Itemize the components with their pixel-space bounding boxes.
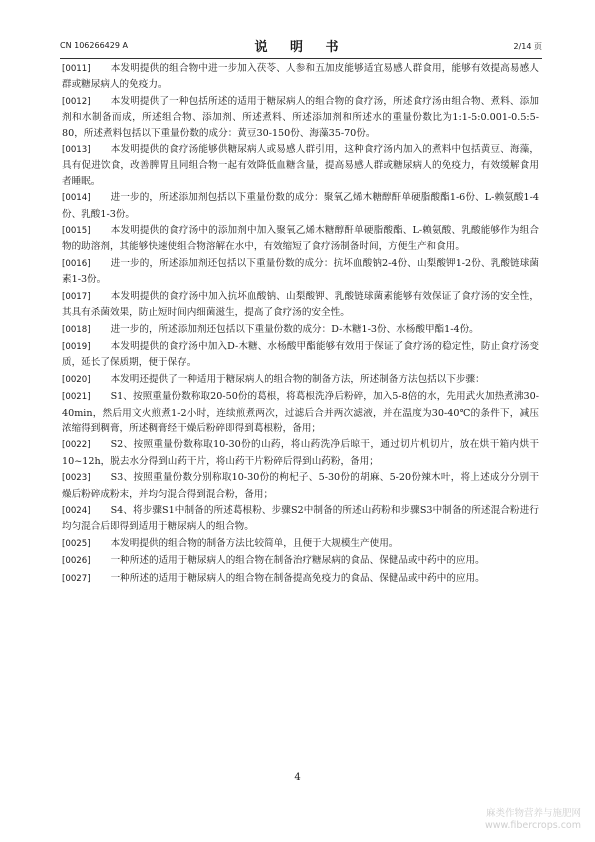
- paragraph-text: 一种所述的适用于糖尿病人的组合物在制备提高免疫力的食品、保健品或中药中的应用。: [110, 572, 485, 584]
- publication-number: CN 106266429 A: [60, 41, 128, 50]
- paragraph-number: [0014]: [62, 193, 91, 204]
- paragraph: [62, 437, 539, 469]
- paragraph: [62, 322, 539, 338]
- paragraph: [62, 61, 539, 93]
- page-info: 2/14 页: [513, 42, 542, 51]
- paragraph: [62, 553, 539, 569]
- paragraph-number: [0016]: [62, 258, 91, 269]
- page-header: [60, 36, 542, 58]
- watermark: [485, 808, 581, 832]
- paragraph-text: 本发明提供的食疗汤中的添加剂中加入聚氧乙烯木糖醇酐单硬脂酸酯、L-赖氨酸、乳酸能够作为组合物的助溶剂，其能够快速使组合物溶解在水中，有效缩短了食疗汤制备时间，方便生产和食用。: [62, 225, 539, 253]
- paragraph-number: [0011]: [62, 64, 91, 74]
- paragraph-text: 进一步的，所述添加剂还包括以下重量份数的成分：D-木糖1-3份、水杨酸甲酯1-4份。: [110, 323, 479, 335]
- paragraph-text: 本发明提供的食疗汤能够供糖尿病人或易感人群引用，这种食疗汤内加入的煮料中包括黄豆、海藻，具有促进饮食，改善脾胃且同组合物一起有效降低血糖含量，提高易感人群或糖尿病人的免疫力，有效缓解食用者睡眠。: [62, 144, 539, 187]
- paragraph: [62, 142, 539, 189]
- paragraph-text: 本发明提供的组合物中进一步加入茯苓、人参和五加皮能够适宜易感人群食用，能够有效提高易感人群或糖尿病人的免疫力。: [62, 63, 539, 91]
- watermark-url: www.fibercrops.com: [484, 820, 581, 831]
- paragraph-number: [0015]: [62, 226, 91, 237]
- paragraph: [62, 372, 539, 388]
- paragraph-text: 本发明提供的组合物的制备方法比较简单，且便于大规模生产使用。: [110, 537, 399, 549]
- document-title: 说 明 书: [254, 40, 348, 55]
- paragraph-number: [0021]: [62, 392, 91, 403]
- paragraph: [62, 223, 539, 255]
- paragraph-text: 本发明还提供了一种适用于糖尿病人的组合物的制备方法，所述制备方法包括以下步骤：: [110, 373, 485, 385]
- paragraph-text: 本发明提供的食疗汤中加入D-木糖、水杨酸甲酯能够有效用于保证了食疗汤的稳定性，防止食疗汤变质，延长了保质期，便于保存。: [62, 340, 539, 369]
- paragraph-number: [0023]: [62, 473, 91, 484]
- paragraph: [62, 470, 539, 502]
- paragraph: [62, 289, 539, 321]
- paragraph-text: S2、按照重量份数称取10-30份的山药，将山药洗净后晾干，通过切片机切片，放在烘干箱内烘干10~12h，脱去水分得到山药干片，将山药干片粉碎后得到山药粉，备用；: [62, 439, 539, 467]
- paragraph-number: [0013]: [62, 145, 91, 156]
- paragraph-number: [0020]: [62, 374, 91, 385]
- paragraph-number: [0017]: [62, 291, 91, 302]
- paragraph-number: [0018]: [62, 324, 91, 335]
- paragraph-text: 一种所述的适用于糖尿病人的组合物在制备治疗糖尿病的食品、保健品或中药中的应用。: [110, 555, 485, 567]
- paragraph-text: 进一步的，所述添加剂包括以下重量份数的成分：聚氧乙烯木糖醇酐单硬脂酸酯1-6份、L-赖氨酸1-4份、乳酸1-3份。: [62, 192, 539, 220]
- paragraph: [62, 389, 539, 436]
- paragraph-text: 进一步的，所述添加剂还包括以下重量份数的成分：抗坏血酸钠2-4份、山梨酸钾1-2份、乳酸链球菌素1-3份。: [62, 257, 539, 286]
- paragraph-number: [0019]: [62, 341, 91, 352]
- paragraph-text: 本发明提供了一种包括所述的适用于糖尿病人的组合物的食疗汤，所述食疗汤由组合物、煮料、添加剂和水制备而成，所述组合物、添加剂、所述煮料、所述添加剂和所述水的重量份数比为1:1-5:0.001-0.5:5-80，所述煮料包括以下重量份数的成分：黄豆30-150份、海藻35-70份。: [62, 95, 539, 139]
- paragraph-number: [0024]: [62, 505, 91, 516]
- paragraph-text: 本发明提供的食疗汤中加入抗坏血酸钠、山梨酸钾、乳酸链球菌素能够有效保证了食疗汤的安全性，其具有杀菌效果，防止短时间内细菌滋生，提高了食疗汤的安全性。: [62, 290, 539, 319]
- header-rule: [60, 58, 542, 59]
- paragraph: [62, 190, 539, 222]
- paragraph-number: [0026]: [62, 556, 91, 567]
- paragraph-text: S1、按照重量份数称取20-50份的葛根，将葛根洗净后粉碎，加入5-8倍的水，先用武火加热煮沸30-40min，然后用文火煎煮1-2小时，连续煎煮两次，过滤后合并两次滤液，并在温度为30-40℃的条件下，减压浓缩得到稠膏，所述稠膏经干燥后粉碎即得到葛根粉，备用；: [62, 391, 539, 434]
- paragraph-number: [0025]: [62, 538, 91, 549]
- page-number: 4: [294, 772, 301, 783]
- paragraph-text: S4、将步骤S1中制备的所述葛根粉、步骤S2中制备的所述山药粉和步骤S3中制备的所述混合粉进行均匀混合后即得到适用于糖尿病人的组合物。: [62, 504, 539, 533]
- paragraph-number: [0022]: [62, 440, 91, 451]
- paragraph: [62, 536, 539, 552]
- paragraph-text: S3、按照重量份数分别称取10-30份的枸杞子、5-30份的胡麻、5-20份辣木叶，将上述成分分别干燥后粉碎成粉末，并均匀混合得到混合粉，备用；: [62, 472, 539, 500]
- paragraph-number: [0027]: [62, 573, 91, 584]
- paragraph: [62, 256, 539, 288]
- watermark-site-name: 麻类作物营养与施肥网: [485, 808, 581, 819]
- document-body: [62, 61, 539, 588]
- paragraph: [62, 94, 539, 141]
- paragraph: [62, 339, 539, 371]
- paragraph: [62, 571, 539, 587]
- paragraph-number: [0012]: [62, 96, 91, 107]
- paragraph: [62, 503, 539, 535]
